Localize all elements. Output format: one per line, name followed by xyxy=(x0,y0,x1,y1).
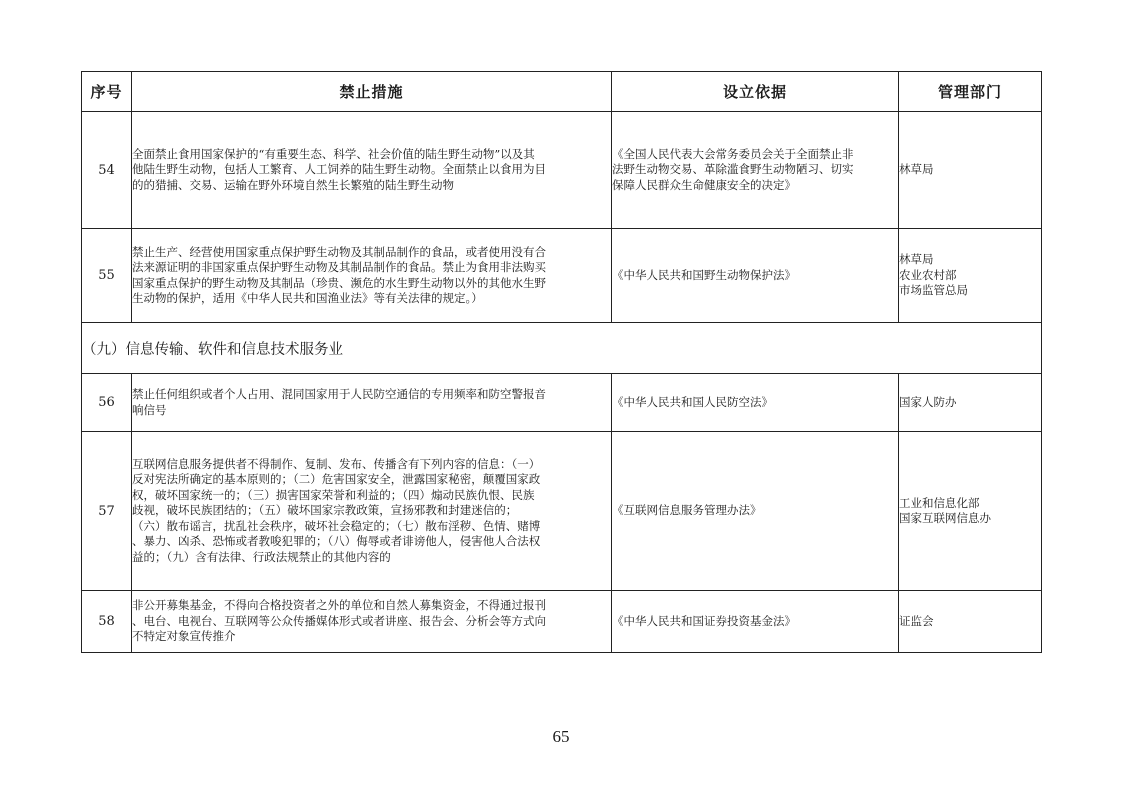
measure-cell xyxy=(132,432,612,591)
table-row xyxy=(82,432,1042,591)
dept-line: 国家互联网信息办 xyxy=(899,511,991,525)
header-dept: 管理部门 xyxy=(899,72,1042,112)
measure-line: 不特定对象宣传推介 xyxy=(132,629,236,644)
row-number: 57 xyxy=(82,432,132,591)
measure-cell xyxy=(132,229,612,323)
basis-line: 法野生动物交易、革除滥食野生动物陋习、切实 xyxy=(612,162,854,177)
measure-line: 反对宪法所确定的基本原则的；（二）危害国家安全，泄露国家秘密，颠覆国家政 xyxy=(132,472,541,487)
basis-cell xyxy=(612,112,899,229)
measure-line: 他陆生野生动物，包括人工繁育、人工饲养的陆生野生动物。全面禁止以食用为目 xyxy=(132,162,546,177)
basis-cell xyxy=(612,229,899,323)
measure-line: 、电台、电视台、互联网等公众传播媒体形式或者讲座、报告会、分析会等方式向 xyxy=(132,613,546,628)
measure-line: 禁止生产、经营使用国家重点保护野生动物及其制品制作的食品，或者使用没有合 xyxy=(132,244,546,259)
row-number: 56 xyxy=(82,374,132,432)
measure-line: 歧视，破坏民族团结的；（五）破坏国家宗教政策，宣扬邪教和封建迷信的； xyxy=(132,503,518,518)
prohibition-table xyxy=(81,71,1042,653)
dept-cell xyxy=(899,432,1042,591)
row-number: 54 xyxy=(82,112,132,229)
measure-line: 益的；（九）含有法律、行政法规禁止的其他内容的 xyxy=(132,549,391,564)
measure-line: 全面禁止食用国家保护的“有重要生态、科学、社会价值的陆生野生动物”以及其 xyxy=(132,146,535,161)
row-number: 58 xyxy=(82,591,132,653)
basis-line: 《中华人民共和国野生动物保护法》 xyxy=(612,267,796,282)
basis-line: 《互联网信息服务管理办法》 xyxy=(612,503,762,518)
measure-line: 互联网信息服务提供者不得制作、复制、发布、传播含有下列内容的信息：（一） xyxy=(132,456,541,471)
header-measure: 禁止措施 xyxy=(132,72,612,112)
table-row xyxy=(82,374,1042,432)
measure-cell xyxy=(132,112,612,229)
dept-line: 工业和信息化部 xyxy=(899,495,980,510)
basis-line: 保障人民群众生命健康安全的决定》 xyxy=(612,177,796,192)
row-number: 55 xyxy=(82,229,132,323)
dept-cell xyxy=(899,591,1042,653)
measure-cell xyxy=(132,374,612,432)
header-basis: 设立依据 xyxy=(612,72,899,112)
measure-line: 响信号 xyxy=(132,402,167,417)
basis-cell xyxy=(612,591,899,653)
measure-line: 权，破坏国家统一的；（三）损害国家荣誉和利益的；（四）煽动民族仇恨、民族 xyxy=(132,487,535,502)
measure-line: 的的猎捕、交易、运输在野外环境自然生长繁殖的陆生野生动物 xyxy=(132,177,454,192)
dept-cell xyxy=(899,374,1042,432)
basis-cell xyxy=(612,374,899,432)
measure-line: 生动物的保护，适用《中华人民共和国渔业法》等有关法律的规定。） xyxy=(132,291,483,305)
table-header-row xyxy=(82,72,1042,112)
basis-line: 《中华人民共和国人民防空法》 xyxy=(612,394,773,409)
dept-line: 国家人防办 xyxy=(899,394,957,409)
measure-line: 非公开募集基金，不得向合格投资者之外的单位和自然人募集资金，不得通过报刊 xyxy=(132,598,546,613)
section-row xyxy=(82,323,1042,374)
section-title: （九）信息传输、软件和信息技术服务业 xyxy=(82,323,1042,374)
measure-line: 国家重点保护的野生动物及其制品（珍贵、濒危的水生野生动物以外的其他水生野 xyxy=(132,275,546,290)
dept-cell xyxy=(899,112,1042,229)
dept-cell xyxy=(899,229,1042,323)
dept-line: 林草局 xyxy=(899,162,934,177)
dept-line: 农业农村部 xyxy=(899,267,957,282)
measure-cell xyxy=(132,591,612,653)
basis-line: 《全国人民代表大会常务委员会关于全面禁止非 xyxy=(612,146,854,161)
basis-cell xyxy=(612,432,899,591)
table-row xyxy=(82,112,1042,229)
measure-line: 法来源证明的非国家重点保护野生动物及其制品制作的食品。禁止为食用非法购买 xyxy=(132,260,546,274)
table-row xyxy=(82,229,1042,323)
basis-line: 《中华人民共和国证券投资基金法》 xyxy=(612,613,796,628)
page-number: 65 xyxy=(552,727,570,746)
measure-line: （六）散布谣言，扰乱社会秩序，破坏社会稳定的；（七）散布淫秽、色情、赌博 xyxy=(132,518,541,533)
measure-line: 禁止任何组织或者个人占用、混同国家用于人民防空通信的专用频率和防空警报音 xyxy=(132,387,546,401)
dept-line: 证监会 xyxy=(899,613,934,628)
measure-line: 、暴力、凶杀、恐怖或者教唆犯罪的；（八）侮辱或者诽谤他人，侵害他人合法权 xyxy=(132,534,541,549)
header-no: 序号 xyxy=(82,72,132,112)
table-row xyxy=(82,591,1042,653)
dept-line: 市场监管总局 xyxy=(899,283,968,298)
dept-line: 林草局 xyxy=(899,252,934,267)
